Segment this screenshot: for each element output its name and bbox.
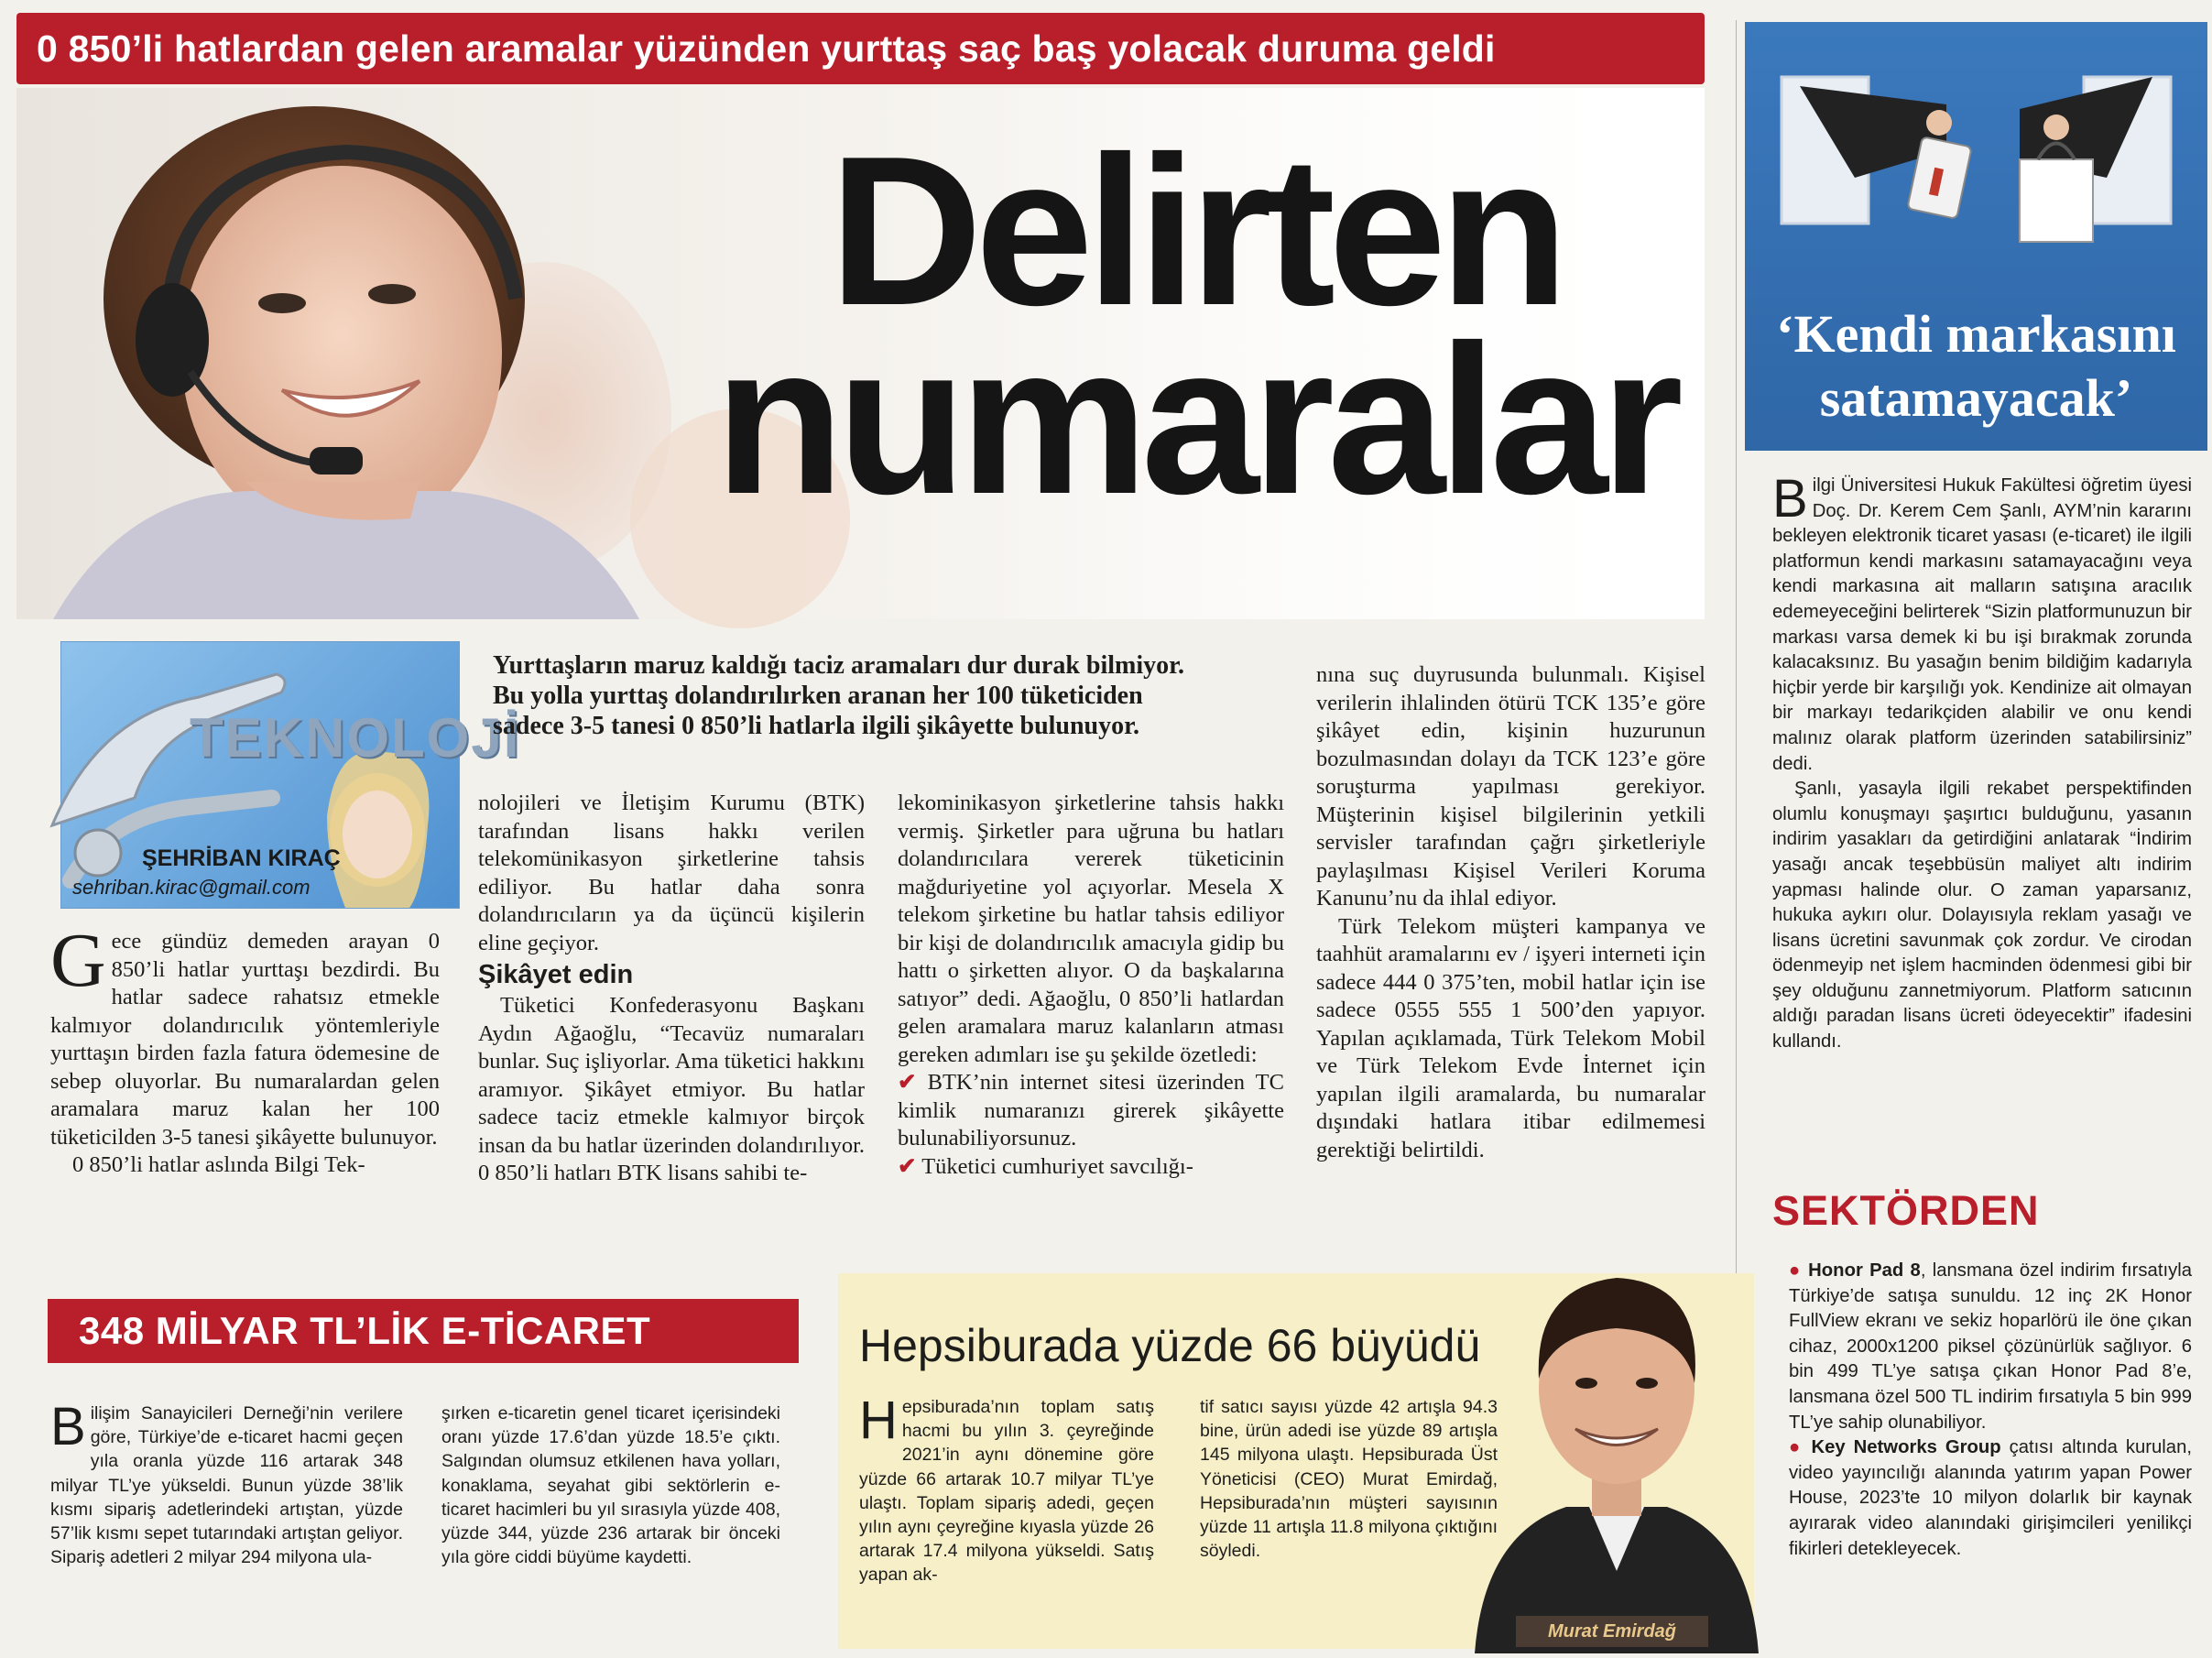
headline-line-1: Delirten — [829, 113, 1562, 350]
article-col2-p1: nolojileri ve İletişim Kurumu (BTK) tarafından lisans hakkı verilen telekomünikasyon şirketlerine tahsis ediliyor. Bu hatlar daha sonra dolandırıcıların ya da üçüncü kişilerin eline geçiyor. — [478, 791, 865, 955]
sektor-item-1-text: , lansmana özel indirim fırsatıyla Türkiye’de satışa sunuldu. 12 inç 2K Honor FullView ekranı ve sekiz hoparlörü ile öne çıkan cihaz, 2000x1200 piksel çözünürlük sağlıyor. 6 bin 499 TL’ye satışa çıkan Honor Pad 8’e, lansmana özel 500 TL indirim fırsatıyla 5 bin 999 TL’ye sahip olunabiliyor. — [1789, 1260, 2193, 1433]
side-headline — [1745, 302, 2207, 431]
side-dropcap: B — [1772, 469, 1808, 529]
article-col4-p2: Türk Telekom müşteri kampanya ve taahhüt aramalarını ev / işyeri interneti için sadece 444 0 375’ten, mobil hatlar için ise sadece 0555 555 1 500’den yapıyor. Yapılan açıklamada, Türk Telekom Mobil ve Türk Telekom Evde İnternet için yapılan ilgili aramalarda, bu numaralar dışındaki hatlara itibar edilmemesi gerektiği belirtildi. — [1316, 913, 1705, 1162]
portrait-image — [1475, 1232, 1759, 1653]
bullet-icon: ● — [1789, 1260, 1802, 1281]
eticaret-banner: 348 MİLYAR TL’LİK E-TİCARET — [48, 1299, 799, 1363]
eticaret-col2-text: şırken e-ticaretin genel ticaret içerisindeki oranı yüzde 17.6’dan yüzde 18.5’e çıktı. Salgından olumsuz etkilenen hava yolları, konaklama, seyahat gibi sektörlerin e-ticaret hacimleri bu yıl sırasıyla yüzde 408, yüzde 344, yüzde 236 artarak bir önceki yıla göre ciddi büyüme kaydetti. — [441, 1403, 780, 1568]
hepsi-col1-text: epsiburada’nın toplam satış hacmi bu yılın 3. çeyreğinde 2021’in aynı dönemine göre yüzde 66 artarak 10.7 milyar TL’ye ulaştı. Toplam sipariş adedi, geçen yılın aynı çeyreğine kıyasla yüzde 26 artarak 17.4 milyona yükseldi. Satış yapan ak- — [859, 1397, 1154, 1586]
side-title-line-2: satamayacak’ — [1819, 368, 2133, 428]
checkmark-icon: ✔ — [898, 1153, 917, 1179]
deck-line-2: Bu yolla yurttaş dolandırılırken aranan her 100 tüketiciden — [493, 682, 1143, 710]
side-article — [1772, 469, 2192, 1055]
eticaret-dropcap: B — [50, 1397, 86, 1456]
article-col3-check-2 — [898, 1153, 1284, 1182]
column-email: sehriban.kirac@gmail.com — [72, 876, 311, 899]
deck-line-1: Yurttaşların maruz kaldığı taciz aramaları dur durak bilmiyor. — [493, 651, 1184, 680]
banner-text: 0 850’li hatlardan gelen aramalar yüzünden yurttaş saç baş yolacak duruma geldi — [37, 27, 1496, 70]
hepsi-col2-text: tif satıcı sayısı yüzde 42 artışla 94.3 bine, ürün adedi ise yüzde 89 artışla 145 milyona ulaştı. Hepsiburada Üst Yöneticisi (CEO) Murat Emirdağ, Hepsiburada’nın müşteri sayısının yüzde 11 artışla 11.8 milyona çıktığını söyledi. — [1200, 1397, 1498, 1562]
article-col3-p1: lekominikasyon şirketlerine tahsis hakkı vermiş. Şirketler para uğruna bu hatları dolandırıcılara vererek tüketicinin mağduriyetine yol açıyorlar. Mesela X telekom şirketine bu hatlar tahsis ediliyor bir kişi de dolandırıcılık amacıyla gidip bu hattı o şirketten alıyor. O da başkalarına satıyor” dedi. Ağaoğlu, 0 850’li hatlardan gelen aramalara maruz kalanların atması gereken adımları ise şu şekilde özetledi: — [898, 791, 1284, 1067]
headline-line-2: numaralar — [714, 301, 1676, 539]
ceo-photo — [1475, 1232, 1759, 1653]
column-author: ŞEHRİBAN KIRAÇ — [142, 845, 341, 871]
article-column-4 — [1316, 661, 1705, 1164]
eticaret-col1-text: ilişim Sanayicileri Derneği’nin verilere göre, Türkiye’de e-ticaret hacmi geçen yıla oranla yüzde 116 artarak 348 milyar TL’ye yükseldi. Bunun yüzde 38’lik kısmı sipariş adetlerindeki artıştan, yüzde 57’lik kısmı sepet tutarındaki artıştan geliyor. Sipariş adetleri 2 milyar 294 milyona ula- — [50, 1403, 403, 1568]
checkmark-icon: ✔ — [898, 1070, 917, 1095]
sektor-item-2-text: çatısı altında kurulan, video yayıncılığı alanında yatırım yapan Power House, 2023’te 10 milyon dolarlık bir kaynak ayırarak video alanındaki girişimcileri yenilikçi fikirleri detekleyecek. — [1789, 1437, 2192, 1559]
sektor-item-1 — [1789, 1259, 2192, 1435]
hepsi-dropcap: H — [859, 1391, 898, 1450]
deck — [493, 650, 1317, 741]
column-label: TEKNOLOJİ — [190, 707, 521, 769]
sektorden-heading: SEKTÖRDEN — [1772, 1187, 2040, 1234]
hepsiburada-column-1 — [859, 1391, 1154, 1587]
headline — [696, 113, 1694, 539]
article-col2-p2: Tüketici Konfederasyonu Başkanı Aydın Ağaoğlu, “Tecavüz numaraları bunlar. Suç işliyorlar. Ama tüketici hakkını aramıyor. Şikâyet etmiyor. Bu hatlar sadece taciz etmekle kalmıyor birçok insan da bu hatlar üzerinden dolandırılıyor. 0 850’li hatları BTK lisans sahibi te- — [478, 993, 865, 1185]
deck-line-3: sadece 3-5 tanesi 0 850’li hatlarla ilgili şikâyette bulunuyor. — [493, 712, 1139, 740]
hepsiburada-column-2 — [1200, 1395, 1498, 1563]
article-column-2 — [478, 790, 865, 1188]
article-col1-p1: ece gündüz demeden arayan 0 850’li hatlar yurttaşı bezdirdi. Bu hatlar sadece rahatsız etmekle kalmıyor dolandırıcılık yöntemleriyle yurttaşın birden fazla fatura ödemesine de sebep oluyorlar. Bu numaralardan gelen aramalara maruz kalan her 100 tüketicilden 3-5 tanesi şikâyette bulunuyor. — [50, 929, 440, 1150]
article-subhead: Şikâyet edin — [478, 960, 634, 989]
side-paragraph-2: Şanlı, yasayla ilgili rekabet perspektifinden olumlu konuşmayı şaşırtıcı bulduğunu, yasanın indirim yasakları da getirdiğini anlatarak “İndirim yasağı ancak teşebbüsün maliyet altı indirim yapması halinde olur. O zaman yaparsanız, hukuka aykırı olur. Dolayısıyla reklam yasağı ve lisans ücretini savunmak çok zordur. Ve cirodan ödenmeyip net işlem hacminden ödenmesi gibi bir şey olduğunu zannetmiyorum. Platform satıcının aldığı paradan lisans ücreti ödeyecektir” ifadesini kullandı. — [1772, 779, 2192, 1053]
sektor-item-2-name: Key Networks Group — [1811, 1437, 2001, 1458]
sektor-item-2 — [1789, 1435, 2192, 1562]
article-col4-p1: nına suç duyrusunda bulunmalı. Kişisel verilerin ihlalinden ötürü TCK 135’e göre şikâyet edin, kişinin huzurunun bozulmasından dolayı da TCK 123’e göre soruşturma yapılması gerekiyor. Müşterinin kişisel bilgilerinin yetkili servisler tarafından çağrı şirketleriyle paylaşılması Kişisel Verileri Koruma Kanunu’nu da ihlal ediyor. — [1316, 662, 1705, 911]
article-column-1 — [50, 918, 440, 1180]
bullet-icon: ● — [1789, 1437, 1803, 1458]
hepsiburada-title: Hepsiburada yüzde 66 büyüdü — [859, 1320, 1481, 1371]
article-dropcap: G — [50, 918, 106, 1003]
side-paragraph-1: ilgi Üniversitesi Hukuk Fakültesi öğretim üyesi Doç. Dr. Kerem Cem Şanlı, AYM’nin kararını bekleyen elektronik ticaret yasası (e-ticaret) ile ilgili platformun kendi markasını satamayacağını veya kendi markasına ait malların satışına aracılık edemeyeceğini belirterek “Sizin platformunuzun bir markası varsa demek ki bu işi bırakmak zorunda kalacaksınız. Bu yasağın benim bildiğim kadarıyla hiçbir yerde bir karşılığı yok. Kendinize ait olmayan bir markayı tedarikçiden alabilir ve onu kendi malınız olarak platform üzerinden satabilirsiniz” dedi. — [1772, 475, 2192, 774]
article-column-3 — [898, 790, 1284, 1181]
column-author-box — [60, 641, 521, 909]
top-banner — [16, 13, 1705, 84]
article-col3-check-1 — [898, 1069, 1284, 1153]
eticaret-column-1 — [50, 1397, 403, 1569]
ceo-photo-caption: Murat Emirdağ — [1516, 1616, 1708, 1647]
sektor-item-1-name: Honor Pad 8 — [1808, 1260, 1921, 1281]
side-title-line-1: ‘Kendi markasını — [1776, 304, 2176, 364]
check-text-1: BTK’nin internet sitesi üzerinden TC kimlik numaranızı girerek şikâyette bulunabiliyorsunuz. — [898, 1070, 1284, 1151]
article-col1-p2: 0 850’li hatlar aslında Bilgi Tek- — [72, 1152, 365, 1177]
check-text-2: Tüketici cumhuriyet savcılığı- — [921, 1153, 1193, 1179]
eticaret-column-2 — [441, 1402, 780, 1569]
sektorden-news — [1789, 1259, 2192, 1562]
